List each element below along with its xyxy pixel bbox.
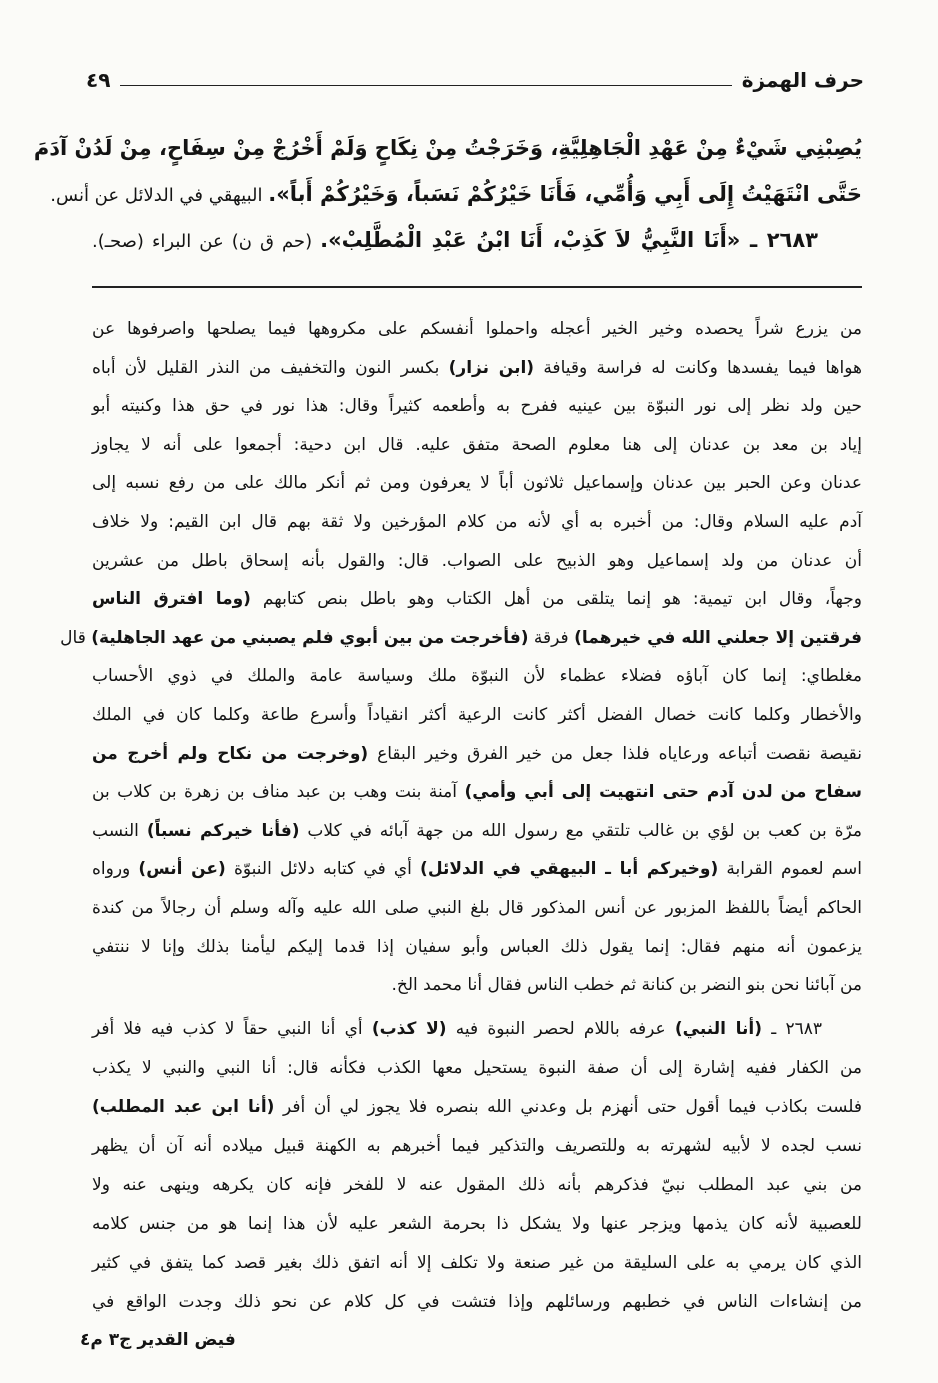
page-header [86,64,864,96]
text-segment: من آبائنا نحن بنو النضر بن كنانة ثم خطب الناس فقال أنا محمد الخ. [391,975,862,996]
commentary-line [92,580,862,619]
commentary-line [92,1205,862,1244]
text-segment: يزعمون أنه منهم فقال: إنما يقول ذلك العباس وأبو سفيان إذا قدما إليكم ليأمنا بذلك وإنا لا ننتفي [92,936,862,957]
footer-signature: فيض القدير ج٣ م٤ [80,1330,236,1350]
text-segment: للعصبية لأنه كان يذمها ويزجر عنها ولا يشكل ذا بحرمة الشعر عليه لأن هذا إنما هو من جنس كلامه [92,1214,862,1234]
text-segment: والأخطار وكلما كانت خصال الفضل أكثر كانت الرعية أكثر انقياداً وأسرع طاعة وكلما كان في الملك [92,704,862,725]
text-segment: مرّة بن كعب بن لؤي بن غالب تلتقي مع رسول الله من جهة آبائه في كلاب [299,820,862,841]
quoted-text-segment: حَتَّى انْتَهَيْتُ إِلَى أَبِي وَأُمِّي، فَأَنَا خَيْرُكُمْ نَسَباً، وَخَيْرُكُمْ أَباً». [268,182,862,206]
text-segment: النسب [92,820,147,841]
text-segment: حين ولد نظر إلى نور النبوّة بين عينيه ففرح به وأطعمه كثيراً وقال: هذا نور في حق هذا وكنيته أبو [92,396,862,417]
quoted-text-segment: سفاح من لدن آدم حتى انتهيت إلى أبي وأمي) [464,782,863,803]
text-segment: من بني عبد المطلب نبيّ فذكرهم بأنه ذلك المقول عنه لا للفخر فإنه كان يكرهه وينهى عنه ولا [92,1175,862,1195]
commentary-line [92,310,862,349]
quoted-text-segment: (أنا النبي) [674,1019,763,1039]
text-segment: عرفه باللام لحصر النبوة فيه [446,1019,675,1039]
text-segment: هواها فيما يفسدها وكانت له فراسة وقيافة [534,357,862,378]
hadith-line [33,125,862,171]
commentary-line [92,1127,862,1166]
commentary-line [92,1088,862,1127]
commentary-line [92,928,862,967]
commentary-line [92,812,862,851]
quoted-text-segment: (فأنا خيركم نسباً) [146,820,300,841]
section-title: حرف الهمزة [741,68,864,92]
text-segment: ٢٦٨٣ ـ [762,1019,822,1039]
text-segment: فلست بكاذب فيما أقول حتى أنهزم بل وعدني الله بنصره فلا يجوز لي أن أفر [274,1097,862,1117]
commentary-line [92,503,862,542]
commentary-line [92,1244,862,1283]
text-segment: (حم ق ن) عن البراء (صحـ). [92,231,321,252]
hadith-text-block [33,125,862,263]
commentary-line [92,1010,862,1049]
commentary-line [92,735,862,774]
commentary-paragraph-2 [92,1010,862,1322]
quoted-text-segment: (ابن نزار) [448,357,535,378]
commentary-paragraph-1 [60,310,863,1005]
commentary-line [92,850,862,889]
hadith-line [50,171,862,217]
commentary-line [60,619,862,658]
quoted-text-segment: (أنا ابن عبد المطلب) [92,1097,275,1117]
commentary-line [92,966,862,1005]
commentary-line [92,696,862,735]
text-segment: أن عدنان من ولد إسماعيل وهو الذبيح على الصواب. قال: والقول بأنه إسحاق باطل من عشرين [92,550,862,571]
commentary-line [92,773,862,812]
text-segment: الحاكم أيضاً باللفظ المزبور عن أنس المذكور قال بلغ النبي صلى الله عليه وآله وسلم أن رجالاً من كندة [92,897,862,918]
commentary-line [92,1049,862,1088]
text-segment: من الكفار ففيه إشارة إلى أن صفة النبوة يستحيل معها الكذب فكأنه قال: أنا النبي والنبي لا يكذب [92,1058,862,1078]
text-segment: نقيصة نقصت أتباعه ورعاياه فلذا جعل من خير الفرق وخير البقاع [368,743,862,764]
commentary-line [92,464,862,503]
section-divider [92,286,862,288]
commentary-line [92,387,862,426]
text-segment: من إنشاءات الناس في خطبهم ورسائلهم وإذا فتشت في كل كلام عن نحو ذلك وجدت الواقع في [92,1292,862,1312]
quoted-text-segment: (وما افترق الناس [92,589,251,610]
commentary-line [92,542,862,581]
commentary-line [92,349,862,388]
text-segment: ورواه [92,859,139,880]
text-segment: مغلطاي: إنما كان آباؤه فضلاء عظماء لأن النبوّة ملك وسياسة عامة والملك في ذوي الأحساب [92,666,862,687]
text-segment: أي أنا النبي حقاً لا كذب فيه فلا أفر [92,1019,372,1039]
text-segment: الذي كان يرمي به على السليقة من غير صنعة ولا تكلف إلا أنه اتفق ذلك بغير قصد كما يتفق في كثير [92,1253,862,1273]
text-segment: بكسر النون والتخفيف من النذر القليل لأن أباه [92,357,449,378]
text-segment: آمنة بنت وهب بن عبد مناف بن زهرة بن كلاب بن [92,782,465,803]
text-segment: فرقة [528,627,575,648]
header-rule [120,85,731,86]
text-segment: قال [60,627,92,648]
text-segment: إياد بن معد بن عدنان إلى هنا معلوم الصحة متفق عليه. قال ابن دحية: أجمعوا على أنه لا يجاوز [92,434,862,455]
commentary-line [92,1166,862,1205]
quoted-text-segment: (عن أنس) [138,859,226,880]
quoted-text-segment: (فأخرجت من بين أبوي فلم يصبني من عهد الجاهلية) [91,627,529,648]
text-segment: أي في كتابه دلائل النبوّة [225,859,421,880]
commentary-line [92,426,862,465]
text-segment: اسم لعموم القرابة [718,859,862,880]
quoted-text-segment: (لا كذب) [371,1019,447,1039]
commentary-line [92,889,862,928]
text-segment: من يزرع شراً يحصده وخير الخير أعجله واحملوا أنفسكم على مكروهها فيما يصلحها واصرفوها عن [92,319,862,339]
commentary-line [92,657,862,696]
text-segment: البيهقي في الدلائل عن أنس. [50,185,269,206]
hadith-line [92,217,862,263]
commentary-line [92,1283,862,1322]
quoted-text-segment: (وخيركم أبا ـ البيهقي في الدلائل) [420,859,719,880]
quoted-text-segment: ٢٦٨٣ ـ «أَنَا النَّبِيُّ لاَ كَذِبْ، أَنَا ابْنُ عَبْدِ الْمُطَّلِبْ». [320,228,818,252]
quoted-text-segment: يُصِبْنِي شَيْءٌ مِنْ عَهْدِ الْجَاهِلِيَّةِ، وَخَرَجْتُ مِنْ نِكَاحٍ وَلَمْ أَخْرُجْ مِنْ سِفَاحٍ، مِنْ لَدُنْ آدَمَ [33,136,862,160]
quoted-text-segment: فرقتين إلا جعلني الله في خيرهما) [574,627,862,648]
text-segment: عدنان وعن الحبر بين عدنان وإسماعيل ثلاثون أباً لا يعرفون ومن ثم أنكر مالك على من رفع نسبه إلى [92,473,862,494]
text-segment: وجهاً، وقال ابن تيمية: هو إنما يتلقى من أهل الكتاب وهو باطل بنص كتابهم [250,589,862,610]
text-segment: آدم عليه السلام وقال: من أخبره به أي لأنه من كلام المؤرخين ولا ثقة بهم قال ابن القيم: ولا خلاف [92,511,862,532]
quoted-text-segment: (وخرجت من نكاح ولم أخرج من [92,743,369,764]
page-number: ٤٩ [86,68,111,92]
text-segment: نسب لجده لا لأبيه لشهرته به وللتصريف والتذكير فيما أخبرهم به الكهنة قبيل ميلاده أنه آن أن يظهر [92,1136,862,1156]
